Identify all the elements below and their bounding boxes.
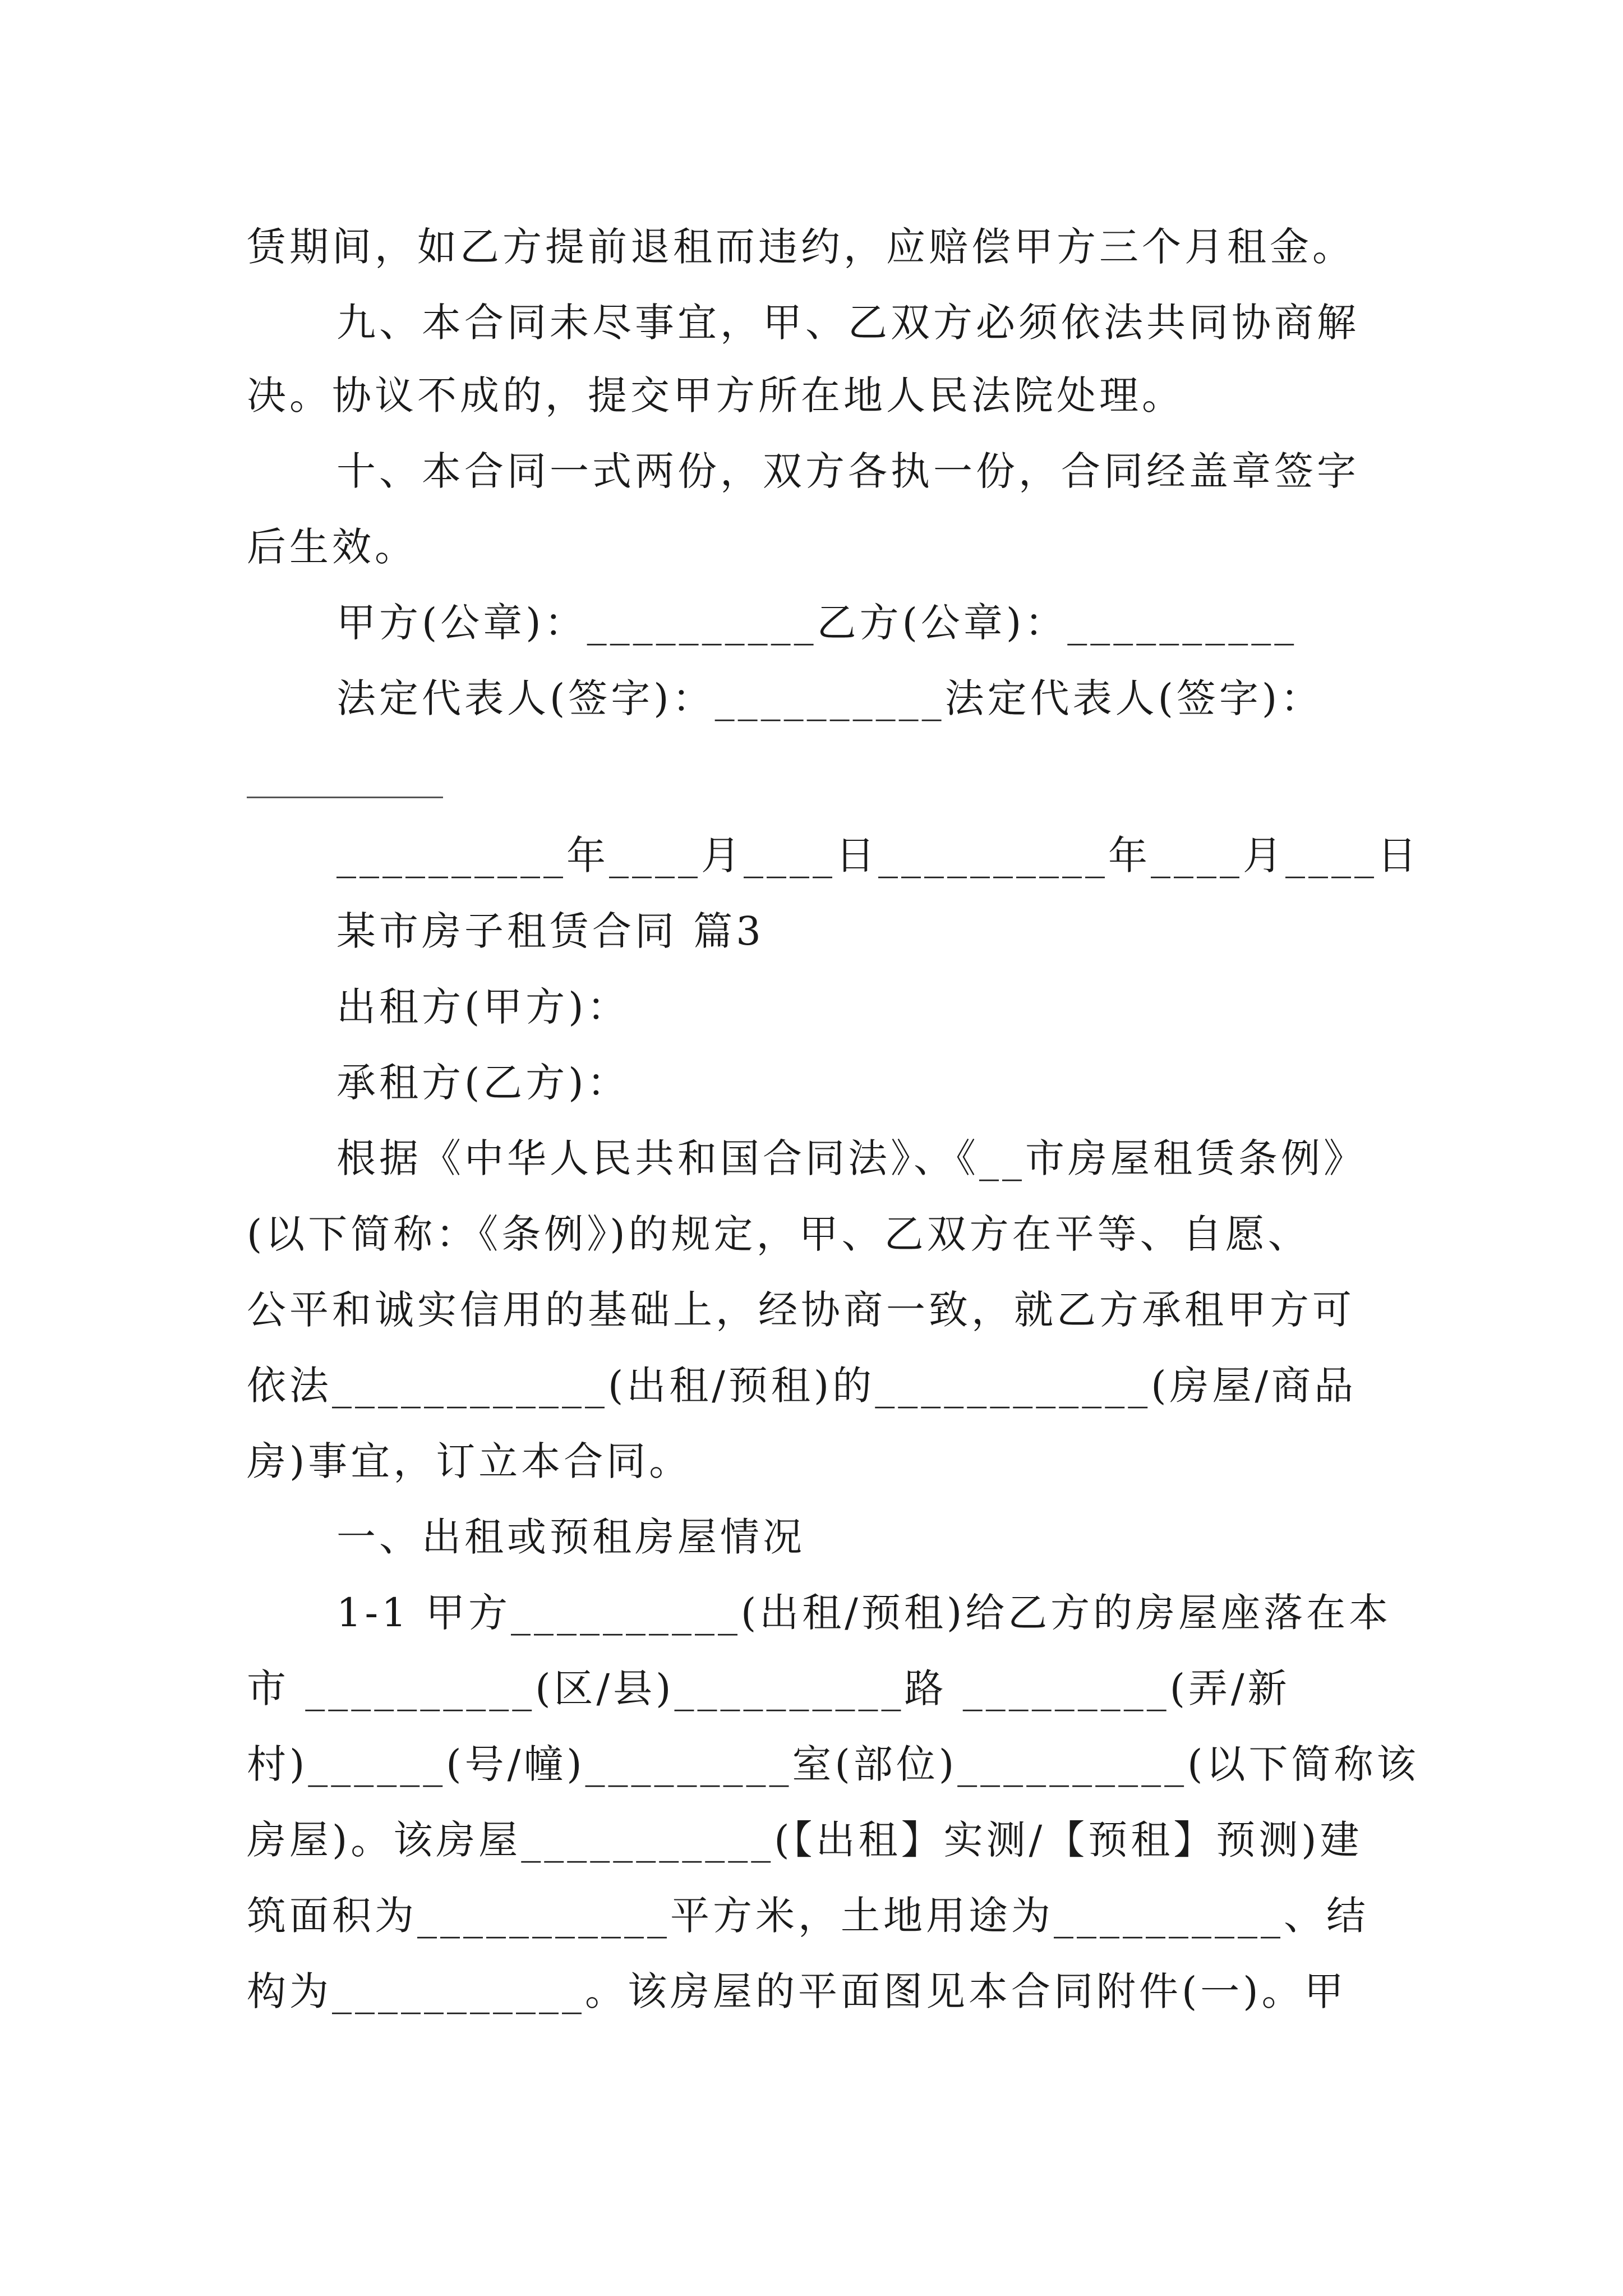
text-line-15: 依法____________(出租/预租)的____________(房屋/商品 [247,1363,1357,1409]
text-line-22: 筑面积为___________平方米，土地用途为__________、结 [247,1893,1369,1939]
signature-blank-rule [247,797,443,798]
text-line-13: (以下简称：《条例》)的规定，甲、乙双方在平等、自愿、 [247,1211,1311,1257]
text-line-2: 九、本合同未尽事宜，甲、乙双方必须依法共同协商解 [336,300,1359,346]
lessee-label: 承租方(乙方)： [336,1060,630,1106]
text-line-19: 市 __________(区/县)__________路 _________(弄/新 [247,1665,1290,1711]
text-line-5: 后生效。 [247,524,417,570]
section-title: 某市房子租赁合同 篇3 [336,908,764,954]
signature-line-stamps: 甲方(公章)：__________乙方(公章)：__________ [336,600,1298,646]
text-line-12: 根据《中华人民共和国合同法》、《__市房屋租赁条例》 [336,1135,1366,1181]
signature-line-representatives: 法定代表人(签字)：__________法定代表人(签字)： [336,675,1324,721]
text-line-23: 构为___________。该房屋的平面图见本合同附件(一)。甲 [247,1968,1347,2014]
text-line-21: 房屋)。该房屋___________(【出租】实测/【预租】预测)建 [247,1817,1363,1863]
text-line-4: 十、本合同一式两份，双方各执一份，合同经盖章签字 [336,448,1359,494]
text-line-18: 1-1 甲方__________(出租/预租)给乙方的房屋座落在本 [336,1590,1392,1636]
text-line-1: 赁期间，如乙方提前退租而违约，应赔偿甲方三个月租金。 [247,224,1355,270]
text-line-3: 决。协议不成的，提交甲方所在地人民法院处理。 [247,372,1184,418]
lessor-label: 出租方(甲方)： [336,984,630,1030]
text-line-20: 村)______(号/幢)_________室(部位)__________(以下简称该 [247,1741,1419,1787]
text-line-16: 房)事宜，订立本合同。 [247,1438,692,1484]
date-line: __________年____月____日__________年____月____日 [336,832,1420,878]
clause-heading: 一、出租或预租房屋情况 [336,1514,805,1560]
text-line-14: 公平和诚实信用的基础上，经协商一致，就乙方承租甲方可 [247,1287,1355,1333]
